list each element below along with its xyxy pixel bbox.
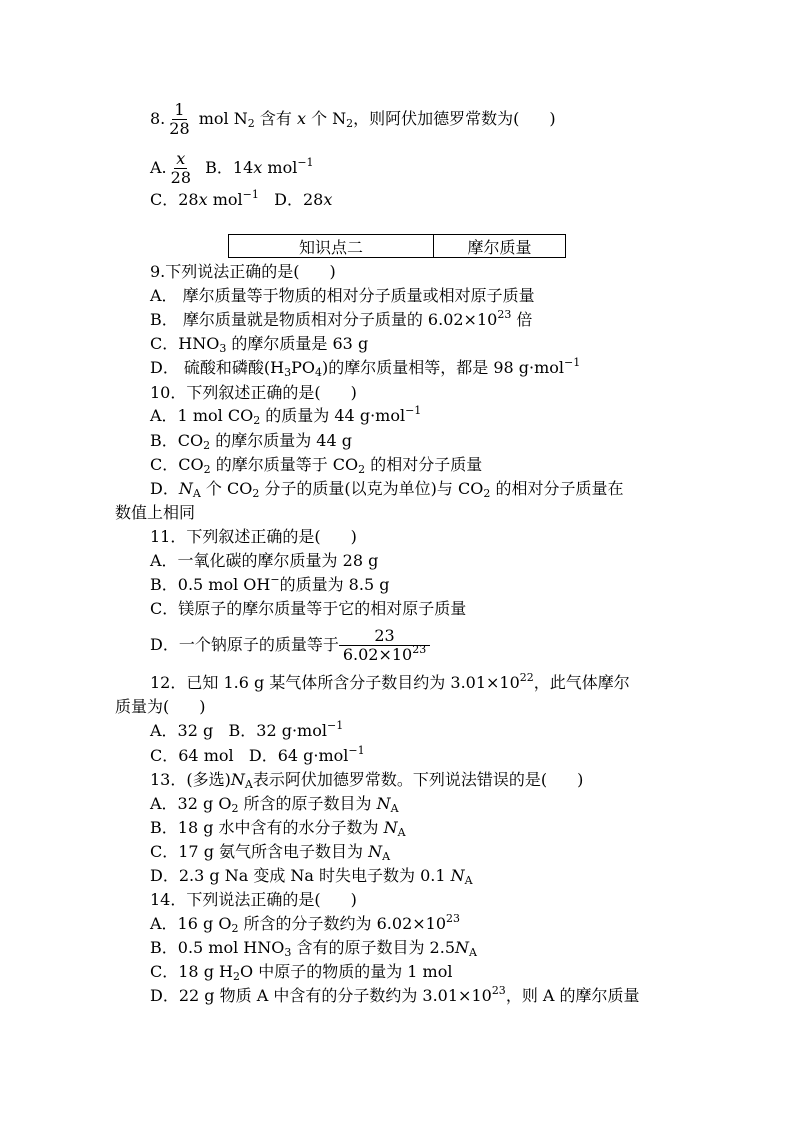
q14-option-d: D．22 g 物质 A 中含有的分子数约为 $3.01\times 10^{23}$，则 A 的摩尔质量 bbox=[150, 984, 640, 1005]
q14-option-c: C．18 g $H_2O$ 中原子的物质的量为 1 mol bbox=[150, 962, 453, 983]
q9-stem: 9.下列说法正确的是( ) bbox=[150, 262, 336, 281]
q8-options-ab: A. $\frac{x}{28}$ B．14x mol$^{-1}$ bbox=[150, 149, 314, 187]
q10-option-d-cont: 数值上相同 bbox=[115, 503, 196, 522]
q13-option-d: D．2.3 g Na 变成 Na 时失电子数为 0.1 $N_A$ bbox=[150, 866, 473, 887]
q10-option-c: C．$CO_2$ 的摩尔质量等于 $CO_2$ 的相对分子质量 bbox=[150, 455, 483, 476]
section-header-table bbox=[228, 234, 566, 258]
q11-option-a: A．一氧化碳的摩尔质量为 28 g bbox=[150, 551, 379, 570]
q14-stem: 14．下列说法正确的是( ) bbox=[150, 890, 357, 909]
q10-option-b: B．$CO_2$ 的摩尔质量为 44 g bbox=[150, 431, 352, 452]
section-title: 摩尔质量 bbox=[467, 237, 532, 257]
q8-options-cd: C．28x mol$^{-1}$ D．28x bbox=[150, 188, 333, 209]
q11-fraction: $\frac{23}{6.02\times 10^{23}}$ bbox=[341, 627, 428, 664]
q8-optA-fraction: $\frac{x}{28}$ bbox=[170, 149, 191, 187]
q10-stem: 10．下列叙述正确的是( ) bbox=[150, 383, 357, 402]
section-label: 知识点二 bbox=[229, 235, 434, 257]
q12-options-cd: C．64 mol D．64 g·mol$^{-1}$ bbox=[150, 744, 365, 765]
q13-option-a: A．32 g $O_2$ 所含的原子数目为 $N_A$ bbox=[150, 794, 399, 815]
q11-option-d: D．一个钠原子的质量等于 $\frac{23}{6.02\times 10^{23}}$ bbox=[150, 627, 430, 664]
q11-option-c: C．镁原子的摩尔质量等于它的相对原子质量 bbox=[150, 599, 467, 618]
q10-option-d: D．$N_A$ 个 $CO_2$ 分子的质量(以克为单位)与 $CO_2$ 的相对分子质量在 bbox=[150, 479, 624, 500]
q13-stem: 13．(多选)$N_A$表示阿伏加德罗常数。下列说法错误的是( ) bbox=[150, 770, 584, 791]
q12-stem-line1: 12．已知 1.6 g 某气体所含分子数目约为 $3.01\times 10^{22}$，此气体摩尔 bbox=[150, 671, 630, 692]
q13-option-c: C．17 g 氨气所含电子数目为 $N_A$ bbox=[150, 842, 391, 863]
q12-options-ab: A．32 g B．32 g·mol$^{-1}$ bbox=[150, 719, 344, 740]
q11-option-b: B．0.5 mol OH−的质量为 8.5 g bbox=[150, 573, 390, 594]
q14-option-a: A．16 g $O_2$ 所含的分子数约为 $6.02\times 10^{23}$ bbox=[150, 912, 461, 935]
q9-option-d: D． 硫酸和磷酸$(H_3PO_4)$的摩尔质量相等，都是 98 g·mol$^{-1}$ bbox=[150, 356, 581, 379]
q9-option-b: B． 摩尔质量就是物质相对分子质量的 $6.02\times 10^{23}$ 倍 bbox=[150, 308, 533, 329]
q14-option-b: B．0.5 mol $HNO_3$ 含有的原子数目为 $2.5N_A$ bbox=[150, 938, 477, 959]
q11-stem: 11．下列叙述正确的是( ) bbox=[150, 527, 357, 546]
q8-stem: 8. $\frac{1}{28}$ mol $N_2$ 含有 x 个 $N_2$，则阿伏加德罗常数为( ) bbox=[150, 100, 556, 138]
q12-stem-line2: 质量为( ) bbox=[115, 697, 206, 716]
q10-option-a: A．1 mol $CO_2$ 的质量为 44 g·mol$^{-1}$ bbox=[150, 404, 422, 427]
q13-option-b: B．18 g 水中含有的水分子数为 $N_A$ bbox=[150, 818, 406, 839]
q9-option-c: C．$HNO_3$ 的摩尔质量是 63 g bbox=[150, 334, 369, 355]
q8-fraction: $\frac{1}{28}$ bbox=[169, 100, 190, 138]
q9-option-a: A． 摩尔质量等于物质的相对分子质量或相对原子质量 bbox=[150, 286, 535, 305]
